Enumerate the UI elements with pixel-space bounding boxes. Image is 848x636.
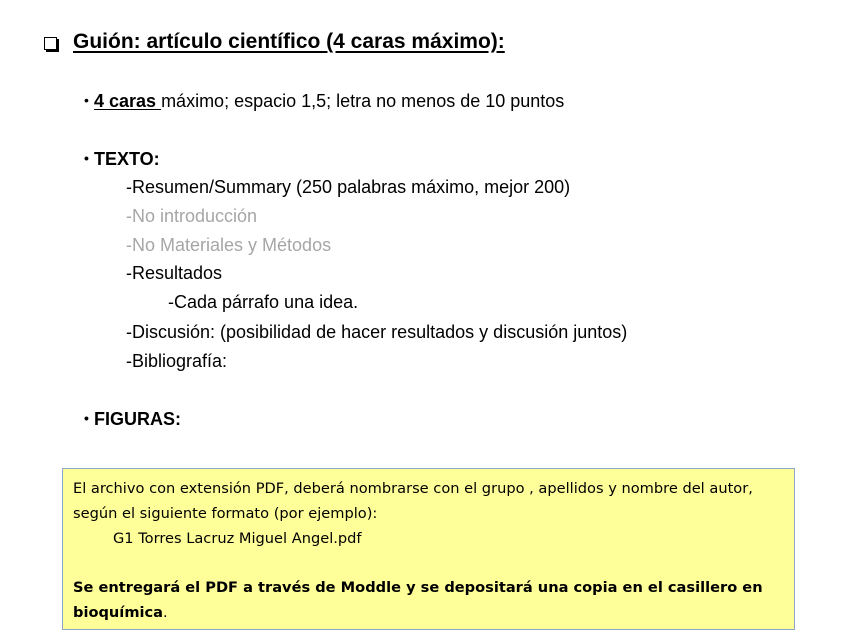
figuras-label: FIGURAS: [94,409,181,429]
item-resumen: -Resumen/Summary (250 palabras máximo, mejor 200) [126,177,571,197]
note-delivery [73,575,784,625]
note-filename-example: G1 Torres Lacruz Miguel Angel.pdf [113,530,362,547]
instructions-note-box [62,468,795,630]
bullet-caras [84,89,564,112]
caras-rest-text: máximo; espacio 1,5; letra no menos de 10 puntos [161,91,565,111]
item-no-materiales: -No Materiales y Métodos [126,235,332,255]
bullet-icon: • [84,150,89,166]
texto-label: TEXTO: [94,149,160,169]
bullet-texto [84,147,160,170]
item-no-introduccion: -No introducción [126,206,258,226]
note-delivery-bold: Se entregará el PDF a través de Moddle y se depositará una copia en el casillero en bioquímica [73,579,763,621]
item-bibliografia: -Bibliografía: [126,351,228,371]
note-filename-instructions: El archivo con extensión PDF, deberá nombrarse con el grupo , apellidos y nombre del autor, según el siguiente formato (por ejemplo): [73,480,753,522]
note-delivery-end: . [163,604,168,621]
item-resultados: -Resultados [126,263,223,283]
note-spacer [73,551,784,575]
bullet-figuras [84,407,181,430]
title-row [44,28,505,56]
checkbox-icon [44,37,57,50]
item-cada-parrafo: -Cada párrafo una idea. [168,292,359,312]
bullet-icon: • [84,410,89,426]
page-title: Guión: artículo científico (4 caras máximo): [73,30,505,53]
bullet-icon: • [84,92,89,108]
caras-bold-text: 4 caras [94,91,162,111]
item-discusion: -Discusión: (posibilidad de hacer resultados y discusión juntos) [126,322,628,342]
